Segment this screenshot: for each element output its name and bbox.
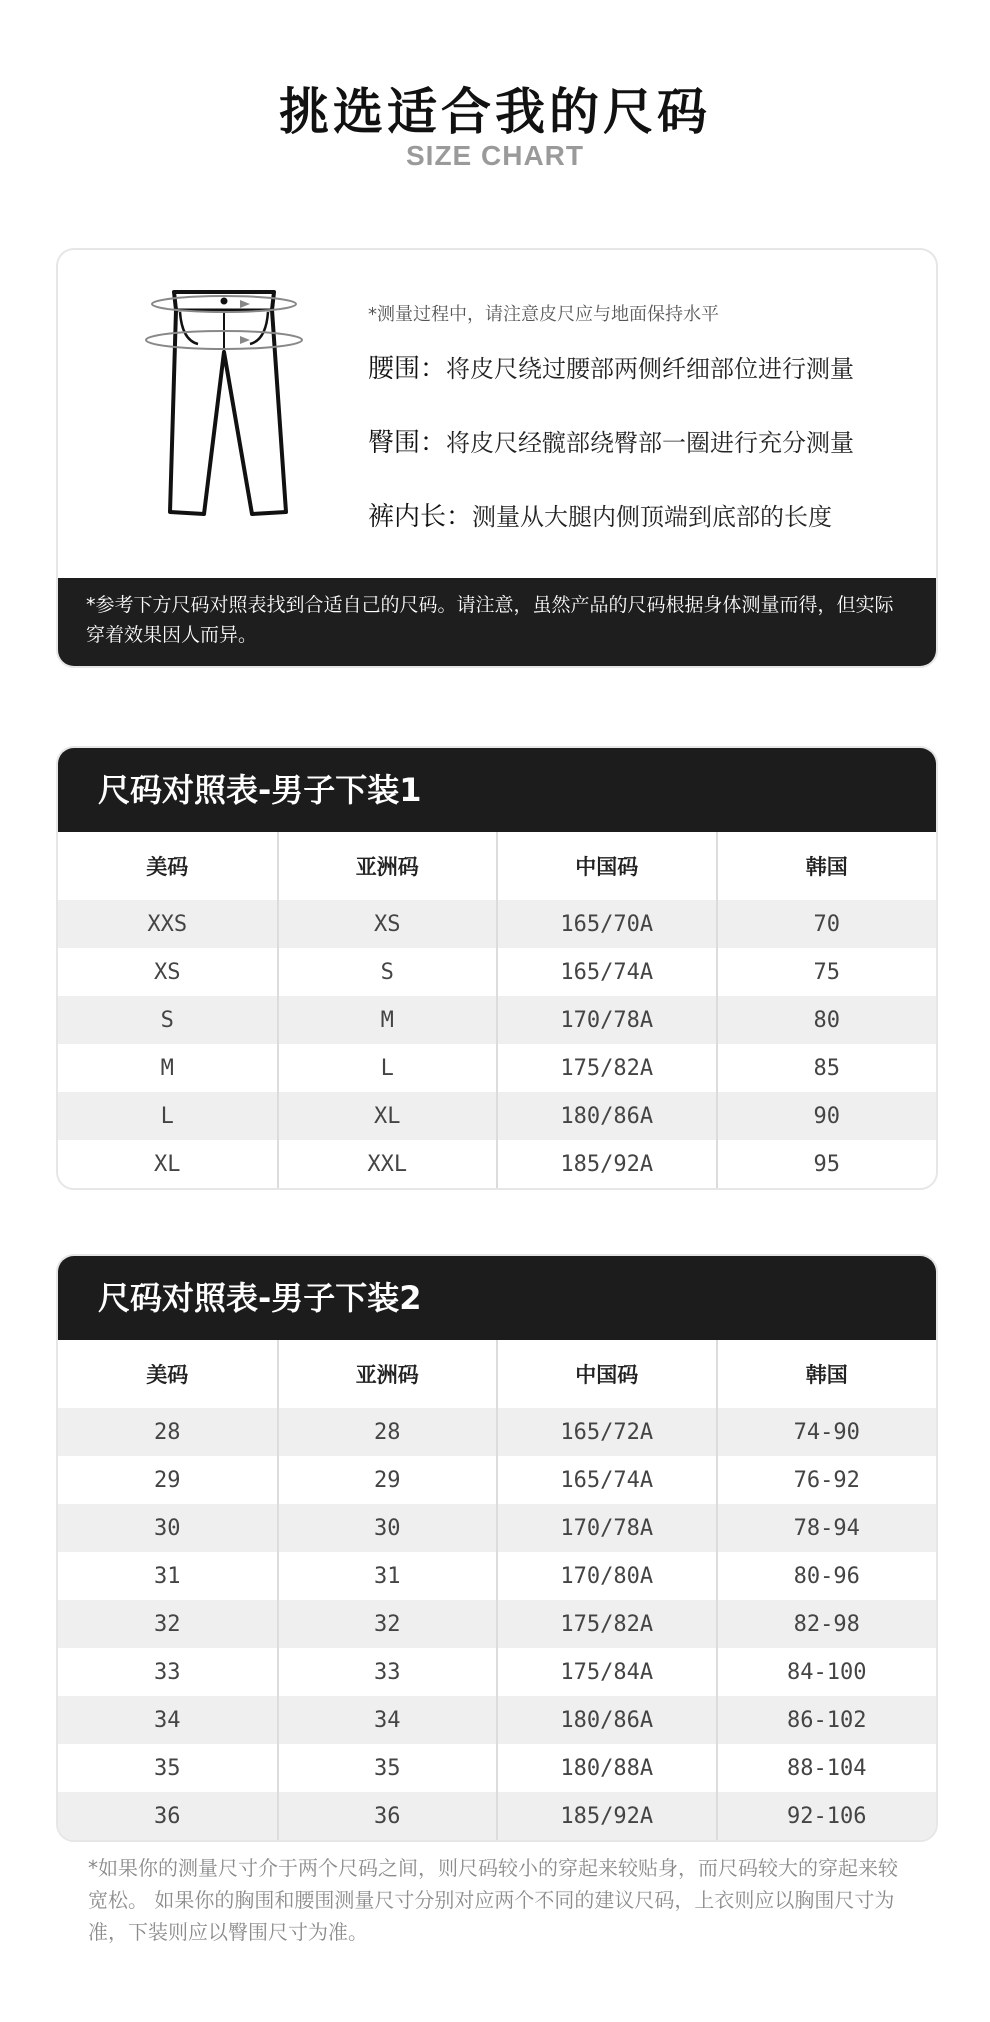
table-cell: XL: [58, 1140, 278, 1188]
table-cell: 36: [58, 1792, 278, 1840]
table-cell: 170/80A: [497, 1552, 717, 1600]
table-cell: 28: [278, 1408, 498, 1456]
size-table-2: [56, 1254, 938, 1842]
table-row: [58, 1600, 936, 1648]
table-cell: 170/78A: [497, 996, 717, 1044]
waist-label: 腰围：: [368, 354, 447, 384]
table-cell: 82-98: [717, 1600, 937, 1648]
table-cell: L: [278, 1044, 498, 1092]
table-cell: 75: [717, 948, 937, 996]
size-table-1: [56, 746, 938, 1190]
table-row: [58, 996, 936, 1044]
inseam-desc: 测量从大腿内侧顶端到底部的长度: [472, 503, 833, 531]
waist-instruction: [368, 348, 854, 385]
size-table-2-title: 尺码对照表-男子下装2: [58, 1256, 936, 1340]
table-cell: XXL: [278, 1140, 498, 1188]
table-cell: 165/74A: [497, 1456, 717, 1504]
table-cell: 33: [278, 1648, 498, 1696]
inseam-instruction: [368, 496, 832, 533]
col-header-china: 中国码: [497, 1340, 717, 1408]
col-header-asia: 亚洲码: [278, 832, 498, 900]
table-row: [58, 1408, 936, 1456]
table-cell: 36: [278, 1792, 498, 1840]
table-cell: 32: [58, 1600, 278, 1648]
table-row: [58, 1092, 936, 1140]
table-cell: 175/82A: [497, 1600, 717, 1648]
table-cell: 33: [58, 1648, 278, 1696]
col-header-us: 美码: [58, 832, 278, 900]
table-cell: 165/72A: [497, 1408, 717, 1456]
table-row: [58, 1744, 936, 1792]
table-cell: XXS: [58, 900, 278, 948]
table-cell: 32: [278, 1600, 498, 1648]
table-cell: M: [278, 996, 498, 1044]
table-cell: 86-102: [717, 1696, 937, 1744]
table-cell: 88-104: [717, 1744, 937, 1792]
size-table-2-grid: [58, 1340, 936, 1840]
table-cell: 80: [717, 996, 937, 1044]
table-cell: 90: [717, 1092, 937, 1140]
col-header-asia: 亚洲码: [278, 1340, 498, 1408]
table-cell: 31: [278, 1552, 498, 1600]
table-cell: 30: [58, 1504, 278, 1552]
hip-instruction: [368, 422, 854, 459]
table-cell: L: [58, 1092, 278, 1140]
table-cell: 31: [58, 1552, 278, 1600]
waist-desc: 将皮尺绕过腰部两侧纤细部位进行测量: [446, 355, 855, 383]
measurement-note: *测量过程中，请注意皮尺应与地面保持水平: [368, 304, 719, 325]
table-cell: 34: [278, 1696, 498, 1744]
page-subtitle: SIZE CHART: [406, 140, 584, 171]
table-row: [58, 900, 936, 948]
table-row: [58, 1552, 936, 1600]
col-header-china: 中国码: [497, 832, 717, 900]
table-cell: S: [278, 948, 498, 996]
table-cell: 95: [717, 1140, 937, 1188]
table-cell: 76-92: [717, 1456, 937, 1504]
table-cell: 35: [58, 1744, 278, 1792]
table-cell: 35: [278, 1744, 498, 1792]
col-header-korea: 韩国: [717, 832, 937, 900]
table-cell: 74-90: [717, 1408, 937, 1456]
table-row: [58, 1140, 936, 1188]
table-cell: 92-106: [717, 1792, 937, 1840]
table-cell: 165/74A: [497, 948, 717, 996]
table-cell: S: [58, 996, 278, 1044]
table-cell: 30: [278, 1504, 498, 1552]
table-cell: XS: [58, 948, 278, 996]
table-row: [58, 1504, 936, 1552]
table-cell: XL: [278, 1092, 498, 1140]
table-cell: 80-96: [717, 1552, 937, 1600]
table-cell: 78-94: [717, 1504, 937, 1552]
page-title: 挑选适合我的尺码: [279, 83, 711, 141]
table-cell: 29: [278, 1456, 498, 1504]
hip-desc: 将皮尺经髋部绕臀部一圈进行充分测量: [446, 429, 855, 457]
table-cell: 180/88A: [497, 1744, 717, 1792]
table-cell: 165/70A: [497, 900, 717, 948]
table-cell: 170/78A: [497, 1504, 717, 1552]
col-header-korea: 韩国: [717, 1340, 937, 1408]
table-cell: 28: [58, 1408, 278, 1456]
table-cell: 175/84A: [497, 1648, 717, 1696]
table-cell: 185/92A: [497, 1140, 717, 1188]
inseam-label: 裤内长：: [368, 502, 473, 532]
table-cell: XS: [278, 900, 498, 948]
measurement-guide-card: [56, 248, 938, 668]
size-table-1-title: 尺码对照表-男子下装1: [58, 748, 936, 832]
table-cell: 180/86A: [497, 1092, 717, 1140]
table-cell: 180/86A: [497, 1696, 717, 1744]
table-cell: 84-100: [717, 1648, 937, 1696]
size-footnote: *如果你的测量尺寸介于两个尺码之间，则尺码较小的穿起来较贴身，而尺码较大的穿起来较宽松。 如果你的胸围和腰围测量尺寸分别对应两个不同的建议尺码，上衣则应以胸围尺寸为准，下装则应以臀围尺寸为准。: [88, 1856, 898, 1944]
table-row: [58, 1648, 936, 1696]
table-cell: 34: [58, 1696, 278, 1744]
table-row: [58, 1456, 936, 1504]
table-row: [58, 1792, 936, 1840]
pants-icon: [144, 282, 304, 522]
table-cell: 185/92A: [497, 1792, 717, 1840]
table-row: [58, 1044, 936, 1092]
hip-label: 臀围：: [368, 428, 447, 458]
table-row: [58, 948, 936, 996]
table-cell: 29: [58, 1456, 278, 1504]
size-table-1-grid: [58, 832, 936, 1188]
col-header-us: 美码: [58, 1340, 278, 1408]
table-cell: 85: [717, 1044, 937, 1092]
measurement-disclaimer: *参考下方尺码对照表找到合适自己的尺码。请注意，虽然产品的尺码根据身体测量而得，但实际穿着效果因人而异。: [58, 578, 936, 666]
table-cell: 70: [717, 900, 937, 948]
table-row: [58, 1696, 936, 1744]
table-cell: M: [58, 1044, 278, 1092]
table-cell: 175/82A: [497, 1044, 717, 1092]
